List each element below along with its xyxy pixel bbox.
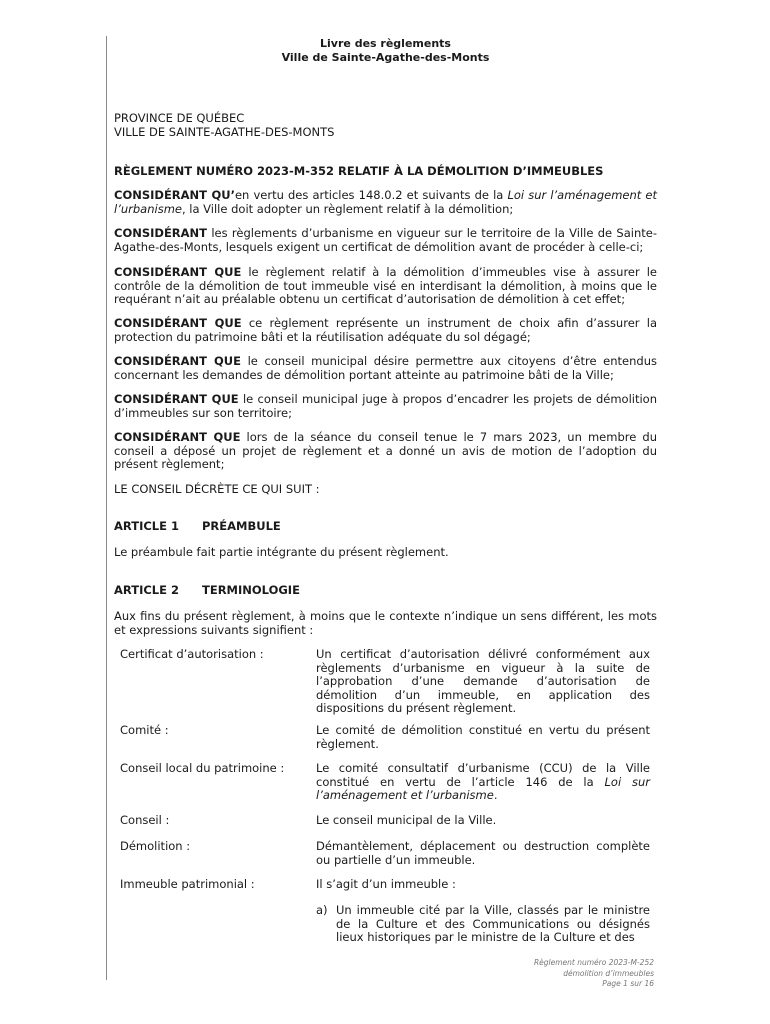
article-2-heading <box>114 584 657 598</box>
considerant-text: les règlements d’urbanisme en vigueur sur le territoire de la Ville de Sainte-Agathe-des-Monts, lesquels exigent un certificat de démolition avant de procéder à celle-ci; <box>114 226 657 254</box>
considerant-lead: CONSIDÉRANT <box>114 226 208 240</box>
considerant-6 <box>114 393 657 420</box>
considerant-lead: CONSIDÉRANT QUE <box>114 392 239 406</box>
term-law-title: Loi sur l’aménagement et l’urbanisme <box>316 774 650 802</box>
considerant-text: le conseil municipal juge à propos d’encadrer les projets de démolition d’immeubles sur son territoire; <box>114 392 657 420</box>
sub-item-text: Un immeuble cité par la Ville, classés par le ministre de la Culture et des Communications ou désignés lieux historiques par le ministre de la Culture et des <box>336 903 650 944</box>
term-definition-text: Le comité consultatif d’urbanisme (CCU) de la Ville constitué en vertu de l’article 146 de la <box>316 761 650 789</box>
considerant-4 <box>114 317 657 344</box>
article-2-intro: Aux fins du présent règlement, à moins que le contexte n’indique un sens différent, les mots et expressions suivants signifient : <box>114 609 657 637</box>
term-definition: Le comité de démolition constitué en vertu du présent règlement. <box>316 723 650 751</box>
page-footer <box>534 958 654 990</box>
considerant-text: le règlement relatif à la démolition d’immeubles vise à assurer le contrôle de la démolition de tout immeuble visé en interdisant la démolition, à moins que le requérant n’ait au préalable obtenu un certificat d’autorisation de démolition à cet effet; <box>114 265 657 306</box>
considerant-lead: CONSIDÉRANT QUE <box>114 265 242 279</box>
margin-rule <box>106 36 107 980</box>
city-line: VILLE DE SAINTE-AGATHE-DES-MONTS <box>114 124 335 139</box>
considerant-text: en vertu des articles 148.0.2 et suivants de la <box>234 188 508 202</box>
considerant-2 <box>114 227 657 254</box>
considerant-3 <box>114 266 657 307</box>
article-1-body: Le préambule fait partie intégrante du présent règlement. <box>114 545 449 559</box>
term-definition: Il s’agit d’un immeuble : <box>316 877 456 891</box>
considerant-1 <box>114 189 657 216</box>
term-definition-end: . <box>493 788 498 802</box>
sub-item-marker: a) <box>316 903 328 917</box>
footer-subject: démolition d’immeubles <box>563 968 654 978</box>
term-name: Certificat d’autorisation : <box>120 647 264 661</box>
page-header <box>114 37 657 64</box>
term-name: Conseil : <box>120 813 170 827</box>
considerant-text: le conseil municipal désire permettre aux citoyens d’être entendus concernant les demandes de démolition portant atteinte au patrimoine bâti de la Ville; <box>114 354 657 382</box>
considerant-7 <box>114 431 657 472</box>
footer-regulation-number: Règlement numéro 2023-M-252 <box>533 958 654 967</box>
considerant-lead: CONSIDÉRANT QUE <box>114 316 242 330</box>
considerant-text: ce règlement représente un instrument de choix afin d’assurer la protection du patrimoine bâti et la réutilisation adéquate du sol dégagé; <box>114 316 657 344</box>
considerant-lead: CONSIDÉRANT QU’ <box>114 188 235 202</box>
article-title: TERMINOLOGIE <box>202 583 300 597</box>
term-definition: Un certificat d’autorisation délivré conformément aux règlements d’urbanisme en vigueur à la suite de l’approbation d’une demande d’autorisation de démolition d’un immeuble, en application des dispositions du présent règlement. <box>316 647 650 715</box>
term-definition <box>316 762 650 803</box>
term-name: Démolition : <box>120 839 191 853</box>
article-title: PRÉAMBULE <box>202 519 281 533</box>
article-number: ARTICLE 2 <box>114 583 179 597</box>
considerant-lead: CONSIDÉRANT QUE <box>114 354 241 368</box>
regulation-title: RÈGLEMENT NUMÉRO 2023-M-352 RELATIF À LA DÉMOLITION D’IMMEUBLES <box>114 164 604 178</box>
footer-page-number: Page 1 sur 16 <box>602 979 654 988</box>
header-book-title: Livre des règlements <box>320 37 451 50</box>
header-city: Ville de Sainte-Agathe-des-Monts <box>281 50 490 64</box>
considerant-law-title: Loi sur l’aménagement et l’urbanisme <box>114 188 657 216</box>
article-number: ARTICLE 1 <box>114 519 179 533</box>
province-block <box>114 112 657 139</box>
considerant-lead: CONSIDÉRANT QUE <box>114 430 241 444</box>
article-1-heading <box>114 520 657 534</box>
term-definition: Le conseil municipal de la Ville. <box>316 813 497 827</box>
considerant-text: lors de la séance du conseil tenue le 7 mars 2023, un membre du conseil a déposé un projet de règlement et a donné un avis de motion de l’adoption du présent règlement; <box>114 430 657 471</box>
province-line: PROVINCE DE QUÉBEC <box>114 111 245 125</box>
considerant-5 <box>114 355 657 382</box>
considerant-text-end: , la Ville doit adopter un règlement relatif à la démolition; <box>181 201 514 216</box>
term-definition: Démantèlement, déplacement ou destruction complète ou partielle d’un immeuble. <box>316 839 650 867</box>
decree-line: LE CONSEIL DÉCRÈTE CE QUI SUIT : <box>114 482 320 496</box>
term-name: Comité : <box>120 723 169 737</box>
term-name: Immeuble patrimonial : <box>120 877 255 891</box>
term-name: Conseil local du patrimoine : <box>120 761 285 775</box>
